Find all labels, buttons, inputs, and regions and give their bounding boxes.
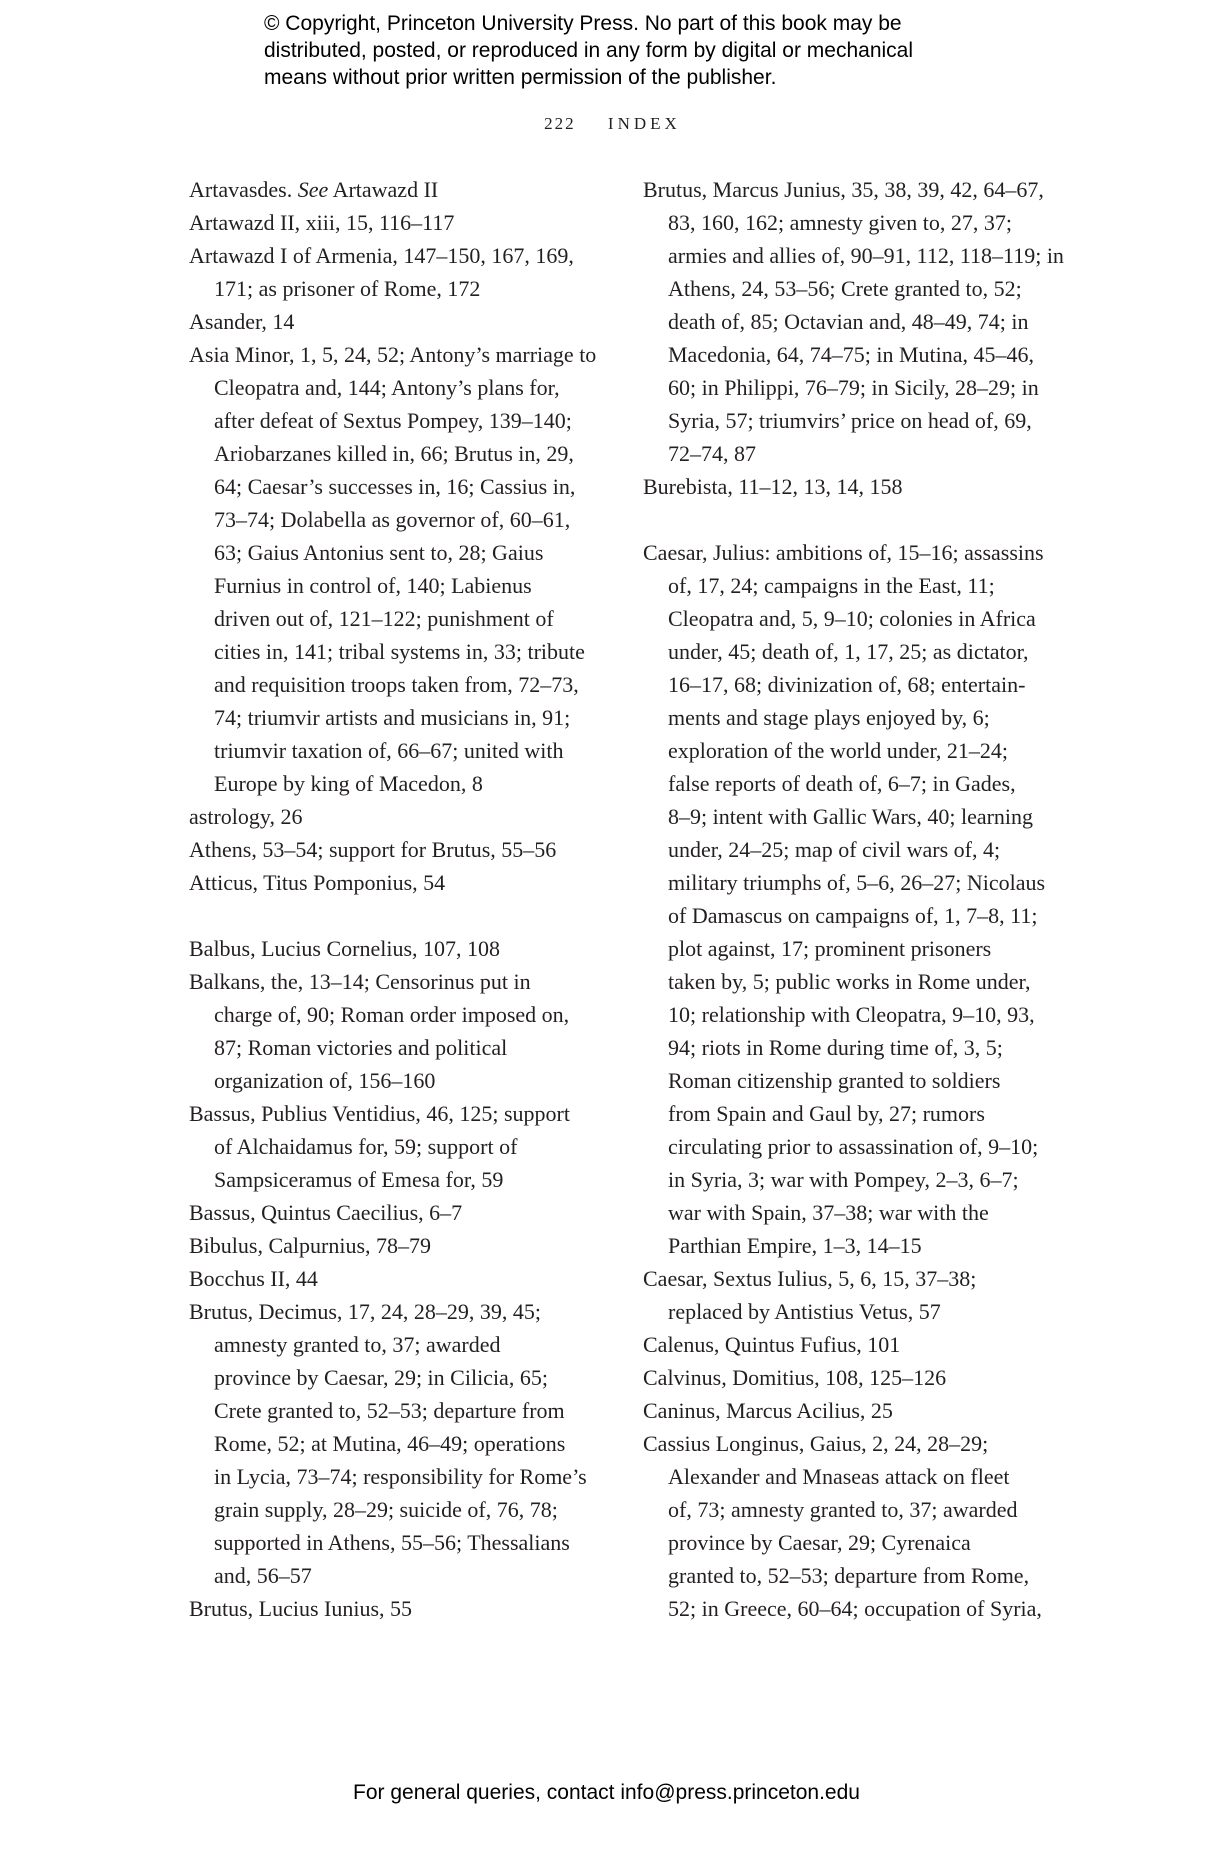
entry-heading-line: Balkans, the, 13–14; Censorinus put in	[189, 969, 531, 994]
entry-heading-line: Bocchus II, 44	[189, 1266, 318, 1291]
entry-continuation-line: in Lycia, 73–74; responsibility for Rome’s	[214, 1464, 587, 1489]
entry-heading-line: Brutus, Lucius Iunius, 55	[189, 1596, 413, 1621]
entry-continuation-line: of, 73; amnesty granted to, 37; awarded	[668, 1497, 1018, 1522]
index-entry	[189, 338, 596, 800]
letter-group-gap	[643, 503, 1064, 536]
index-entry	[189, 1229, 596, 1262]
entry-heading-line: Caninus, Marcus Acilius, 25	[643, 1398, 893, 1423]
page-number: 222	[544, 114, 576, 133]
entry-continuation-line: Crete granted to, 52–53; departure from	[214, 1398, 565, 1423]
entry-continuation-line: under, 24–25; map of civil wars of, 4;	[668, 837, 1001, 862]
entry-continuation-line: province by Caesar, 29; Cyrenaica	[668, 1530, 971, 1555]
entry-continuation-line: amnesty granted to, 37; awarded	[214, 1332, 501, 1357]
entry-continuation-line: 87; Roman victories and political	[214, 1035, 508, 1060]
entry-continuation-line: Sampsiceramus of Emesa for, 59	[214, 1167, 504, 1192]
copyright-line: © Copyright, Princeton University Press. No part of this book may be	[264, 12, 902, 35]
index-entry	[189, 800, 596, 833]
entry-continuation-line: ments and stage plays enjoyed by, 6;	[668, 705, 990, 730]
entry-continuation-line: Roman citizenship granted to soldiers	[668, 1068, 1001, 1093]
entry-continuation-line: 8–9; intent with Gallic Wars, 40; learning	[668, 804, 1034, 829]
index-entry	[189, 305, 596, 338]
entry-continuation-line: driven out of, 121–122; punishment of	[214, 606, 554, 631]
footer-contact	[0, 1781, 1225, 1805]
index-entry	[189, 239, 596, 305]
entry-continuation-line: 63; Gaius Antonius sent to, 28; Gaius	[214, 540, 544, 565]
index-entry	[189, 1592, 596, 1625]
entry-continuation-line: cities in, 141; tribal systems in, 33; tribute	[214, 639, 585, 664]
entry-continuation-line: grain supply, 28–29; suicide of, 76, 78;	[214, 1497, 558, 1522]
entry-heading-line: Asia Minor, 1, 5, 24, 52; Antony’s marriage to	[189, 342, 597, 367]
entry-heading-line: Caesar, Julius: ambitions of, 15–16; assassins	[643, 540, 1044, 565]
index-column-left	[189, 173, 596, 1625]
index-entry	[189, 965, 596, 1097]
entry-continuation-line: Syria, 57; triumvirs’ price on head of, 69,	[668, 408, 1032, 433]
entry-continuation-line: 94; riots in Rome during time of, 3, 5;	[668, 1035, 1003, 1060]
entry-continuation-line: armies and allies of, 90–91, 112, 118–119; in	[668, 243, 1064, 268]
entry-continuation-line: 72–74, 87	[668, 441, 756, 466]
index-entry	[189, 1262, 596, 1295]
entry-heading-line: Athens, 53–54; support for Brutus, 55–56	[189, 837, 557, 862]
index-entry	[189, 932, 596, 965]
entry-continuation-line: military triumphs of, 5–6, 26–27; Nicolaus	[668, 870, 1046, 895]
entry-continuation-line: organization of, 156–160	[214, 1068, 436, 1093]
entry-continuation-line: Athens, 24, 53–56; Crete granted to, 52;	[668, 276, 1022, 301]
entry-continuation-line: 60; in Philippi, 76–79; in Sicily, 28–29; in	[668, 375, 1039, 400]
entry-continuation-line: 16–17, 68; divinization of, 68; entertain-	[668, 672, 1026, 697]
entry-heading-line: Balbus, Lucius Cornelius, 107, 108	[189, 936, 501, 961]
entry-continuation-line: replaced by Antistius Vetus, 57	[668, 1299, 941, 1324]
entry-continuation-line: taken by, 5; public works in Rome under,	[668, 969, 1031, 994]
entry-heading-line: Asander, 14	[189, 309, 295, 334]
entry-continuation-line: triumvir taxation of, 66–67; united with	[214, 738, 564, 763]
copyright-line: means without prior written permission of the publisher.	[264, 66, 777, 89]
entry-heading-line: Cassius Longinus, Gaius, 2, 24, 28–29;	[643, 1431, 989, 1456]
entry-continuation-line: province by Caesar, 29; in Cilicia, 65;	[214, 1365, 548, 1390]
entry-continuation-line: supported in Athens, 55–56; Thessalians	[214, 1530, 570, 1555]
entry-continuation-line: of Damascus on campaigns of, 1, 7–8, 11;	[668, 903, 1038, 928]
entry-continuation-line: granted to, 52–53; departure from Rome,	[668, 1563, 1030, 1588]
entry-heading-line: Bassus, Quintus Caecilius, 6–7	[189, 1200, 463, 1225]
entry-continuation-line: under, 45; death of, 1, 17, 25; as dictator,	[668, 639, 1029, 664]
entry-continuation-line: Ariobarzanes killed in, 66; Brutus in, 29,	[214, 441, 574, 466]
index-entry	[643, 1427, 1064, 1625]
entry-continuation-line: Macedonia, 64, 74–75; in Mutina, 45–46,	[668, 342, 1035, 367]
entry-continuation-line: Rome, 52; at Mutina, 46–49; operations	[214, 1431, 566, 1456]
entry-continuation-line: Cleopatra and, 5, 9–10; colonies in Africa	[668, 606, 1036, 631]
entry-continuation-line: 64; Caesar’s successes in, 16; Cassius in,	[214, 474, 576, 499]
entry-heading-line: Atticus, Titus Pomponius, 54	[189, 870, 446, 895]
entry-heading-line: Burebista, 11–12, 13, 14, 158	[643, 474, 903, 499]
entry-continuation-line: Europe by king of Macedon, 8	[214, 771, 483, 796]
entry-heading-line: Bibulus, Calpurnius, 78–79	[189, 1233, 432, 1258]
entry-continuation-line: Cleopatra and, 144; Antony’s plans for,	[214, 375, 560, 400]
entry-continuation-line: from Spain and Gaul by, 27; rumors	[668, 1101, 985, 1126]
letter-group-gap	[189, 899, 596, 932]
footer-text: For general queries, contact info@press.princeton.edu	[353, 1781, 860, 1804]
entry-continuation-line: 10; relationship with Cleopatra, 9–10, 93,	[668, 1002, 1035, 1027]
entry-heading-line: astrology, 26	[189, 804, 303, 829]
entry-continuation-line: exploration of the world under, 21–24;	[668, 738, 1009, 763]
index-entry	[643, 173, 1064, 470]
entry-continuation-line: Parthian Empire, 1–3, 14–15	[668, 1233, 922, 1258]
index-entry	[643, 1361, 1064, 1394]
entry-heading-line: Bassus, Publius Ventidius, 46, 125; support	[189, 1101, 570, 1126]
index-entry	[189, 1295, 596, 1592]
index-column-right	[643, 173, 1064, 1625]
running-head	[0, 114, 1225, 134]
entry-heading-line: Caesar, Sextus Iulius, 5, 6, 15, 37–38;	[643, 1266, 977, 1291]
cross-reference-see: See	[297, 177, 329, 202]
entry-text: Artavasdes.	[189, 177, 298, 202]
entry-heading-line: Brutus, Marcus Junius, 35, 38, 39, 42, 64–67,	[643, 177, 1044, 202]
entry-heading-line: Calenus, Quintus Fufius, 101	[643, 1332, 901, 1357]
entry-heading-line: Artawazd II, xiii, 15, 116–117	[189, 210, 455, 235]
entry-continuation-line: in Syria, 3; war with Pompey, 2–3, 6–7;	[668, 1167, 1019, 1192]
index-entry	[643, 1328, 1064, 1361]
entry-continuation-line: 74; triumvir artists and musicians in, 91;	[214, 705, 571, 730]
index-entry	[643, 1262, 1064, 1328]
entry-heading-line: Calvinus, Domitius, 108, 125–126	[643, 1365, 947, 1390]
running-head-title: INDEX	[607, 114, 681, 133]
entry-continuation-line: of, 17, 24; campaigns in the East, 11;	[668, 573, 995, 598]
entry-continuation-line: after defeat of Sextus Pompey, 139–140;	[214, 408, 572, 433]
entry-continuation-line: 52; in Greece, 60–64; occupation of Syria,	[668, 1596, 1042, 1621]
entry-continuation-line: 171; as prisoner of Rome, 172	[214, 276, 481, 301]
index-entry	[189, 173, 596, 206]
copyright-line: distributed, posted, or reproduced in any form by digital or mechanical	[264, 39, 914, 62]
entry-continuation-line: death of, 85; Octavian and, 48–49, 74; in	[668, 309, 1029, 334]
index-entry	[189, 1097, 596, 1196]
entry-continuation-line: of Alchaidamus for, 59; support of	[214, 1134, 518, 1159]
entry-continuation-line: charge of, 90; Roman order imposed on,	[214, 1002, 570, 1027]
entry-continuation-line: 73–74; Dolabella as governor of, 60–61,	[214, 507, 571, 532]
entry-continuation-line: false reports of death of, 6–7; in Gades,	[668, 771, 1016, 796]
index-entry	[643, 536, 1064, 1262]
entry-continuation-line: and requisition troops taken from, 72–73,	[214, 672, 579, 697]
entry-continuation-line: and, 56–57	[214, 1563, 312, 1588]
entry-heading-line: Brutus, Decimus, 17, 24, 28–29, 39, 45;	[189, 1299, 541, 1324]
index-entry	[189, 1196, 596, 1229]
entry-continuation-line: Furnius in control of, 140; Labienus	[214, 573, 532, 598]
entry-continuation-line: war with Spain, 37–38; war with the	[668, 1200, 989, 1225]
index-entry	[643, 470, 1064, 503]
entry-continuation-line: Alexander and Mnaseas attack on fleet	[668, 1464, 1010, 1489]
index-entry	[189, 866, 596, 899]
entry-heading-line: Artawazd I of Armenia, 147–150, 167, 169,	[189, 243, 574, 268]
index-entry	[643, 1394, 1064, 1427]
entry-text: Artawazd II	[328, 177, 439, 202]
index-entry	[189, 833, 596, 866]
entry-continuation-line: plot against, 17; prominent prisoners	[668, 936, 992, 961]
entry-heading-line	[189, 173, 596, 206]
index-entry	[189, 206, 596, 239]
entry-continuation-line: 83, 160, 162; amnesty given to, 27, 37;	[668, 210, 1013, 235]
copyright-notice	[264, 10, 913, 91]
entry-continuation-line: circulating prior to assassination of, 9–10;	[668, 1134, 1039, 1159]
